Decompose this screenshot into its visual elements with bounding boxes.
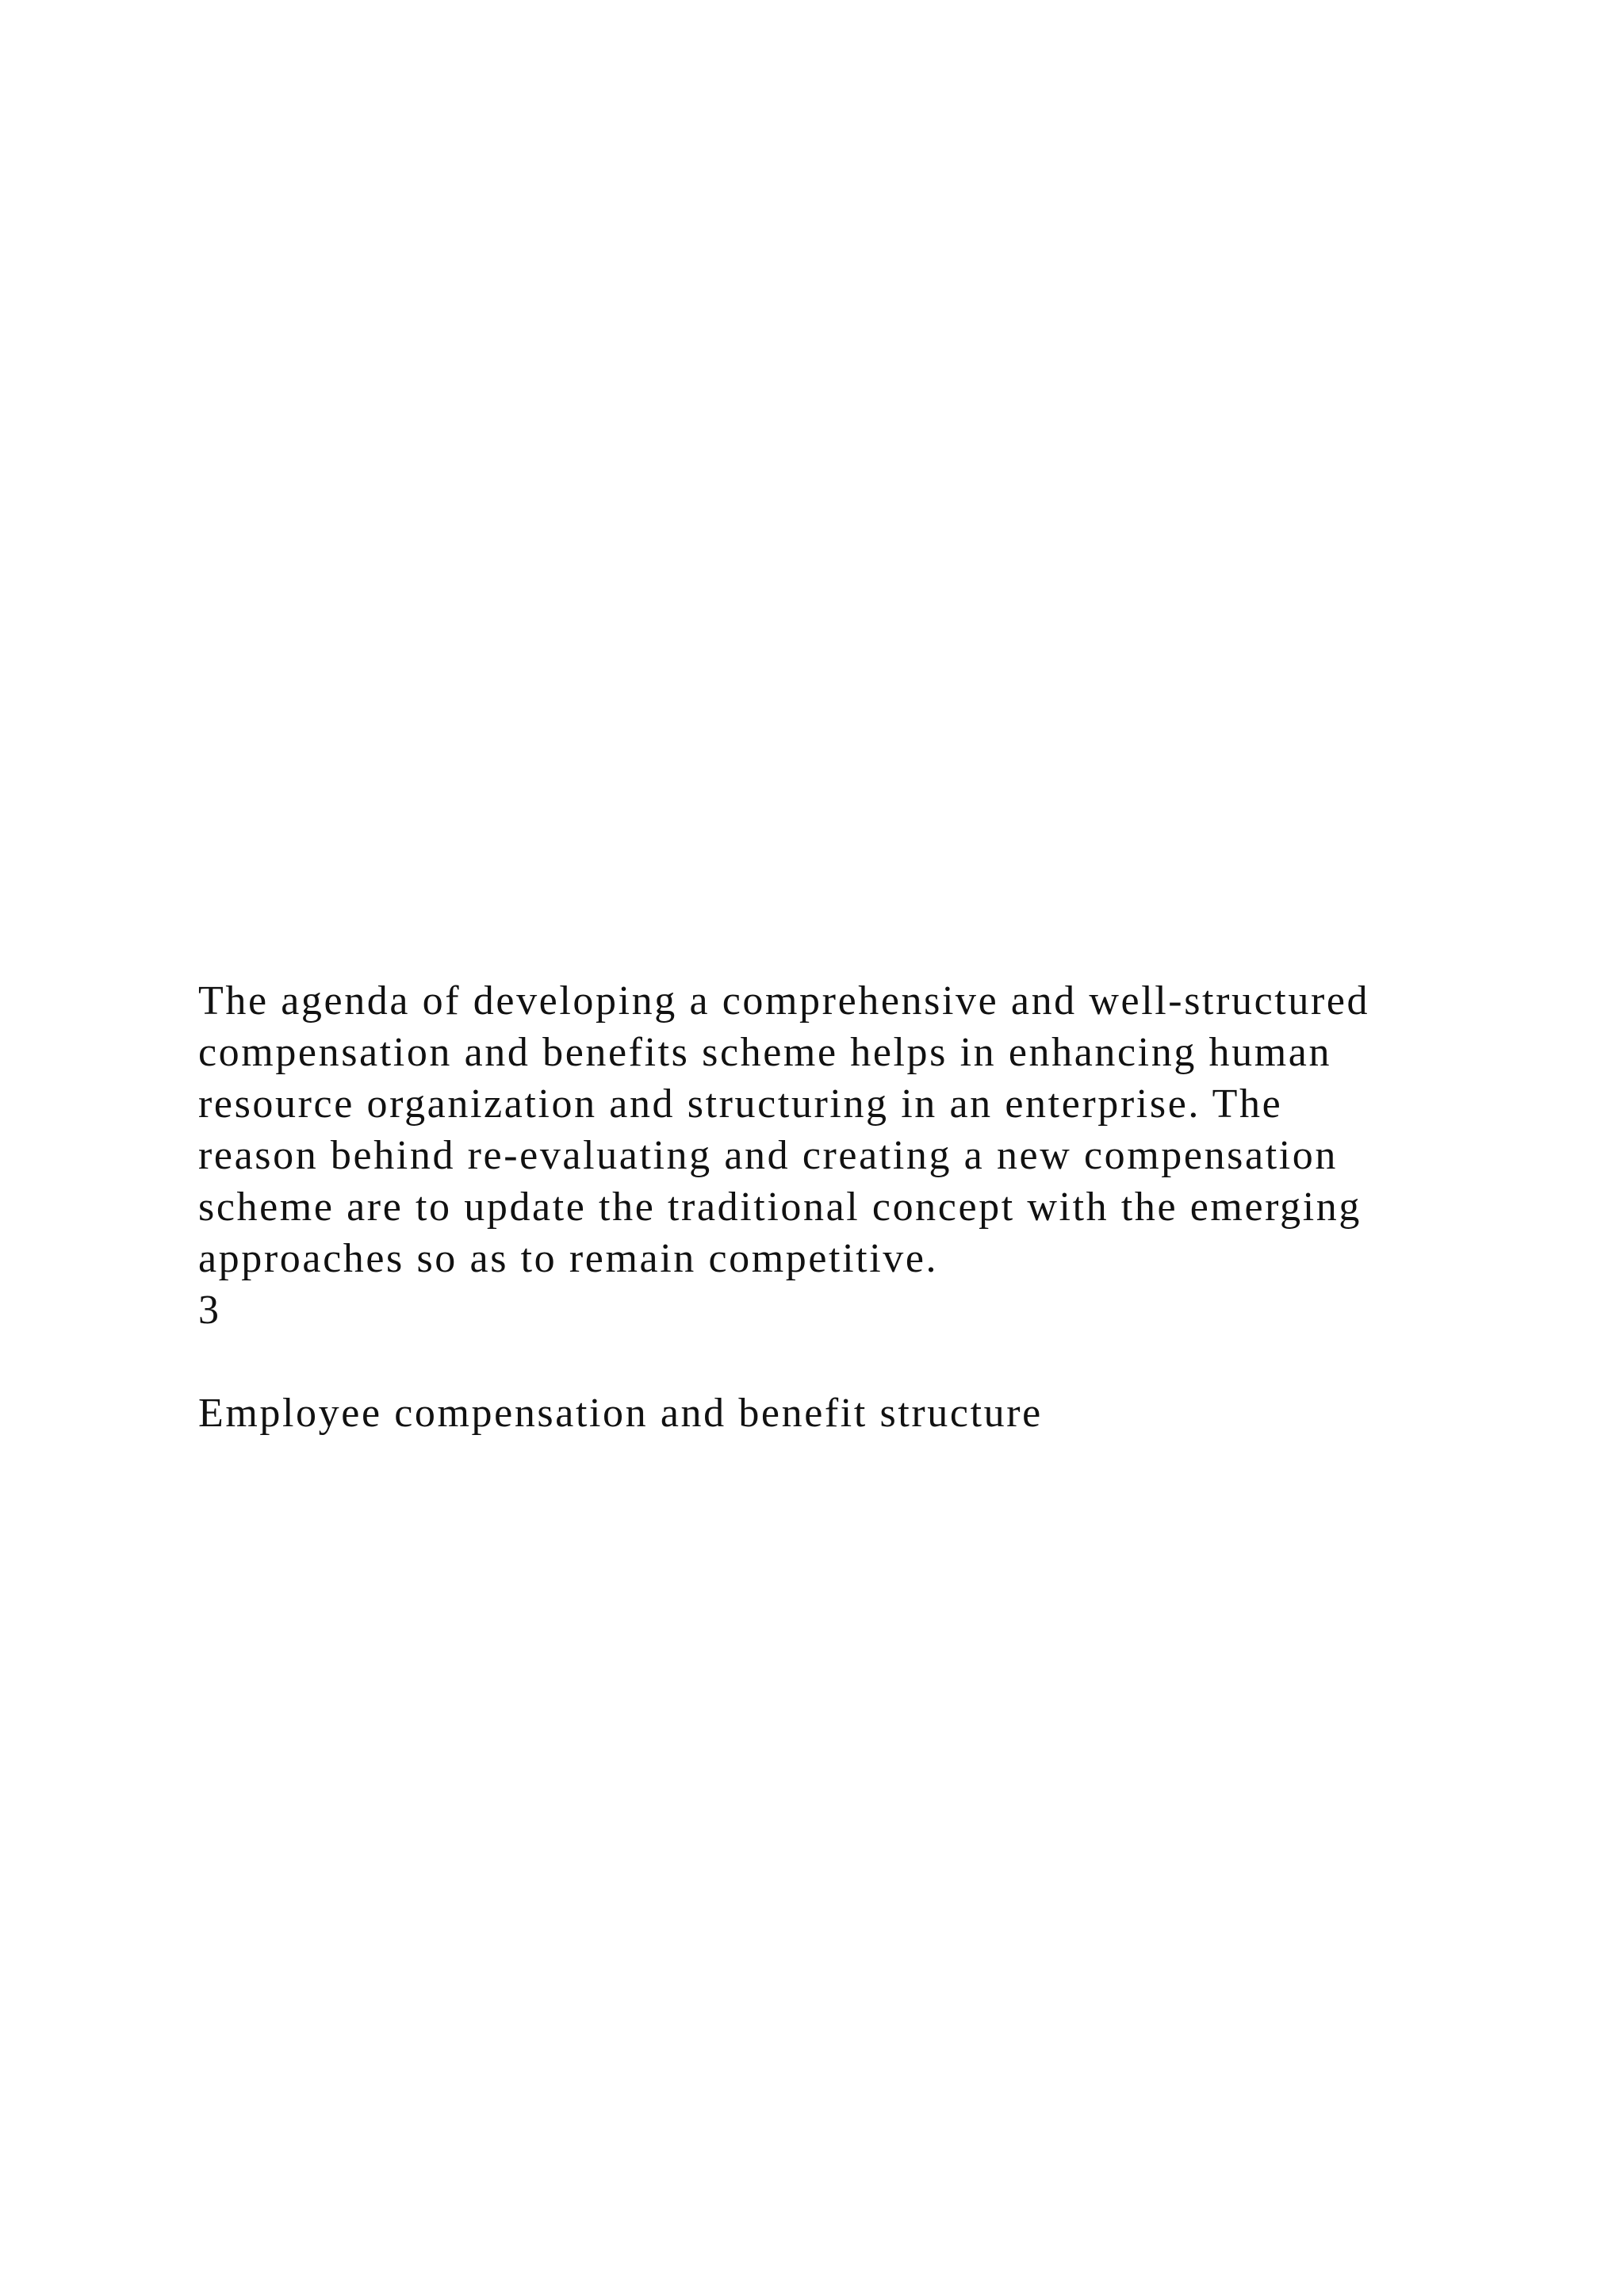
paragraph-line: The agenda of developing a comprehensive and well-structured: [198, 978, 1370, 1024]
body-text: [198, 975, 1507, 1439]
section-heading: Employee compensation and benefit structure: [198, 1391, 1043, 1436]
paragraph-line: reason behind re-evaluating and creating a new compensation: [198, 1133, 1338, 1178]
paragraph-line: resource organization and structuring in an enterprise. The: [198, 1081, 1283, 1127]
paragraph-line: approaches so as to remain competitive.: [198, 1236, 939, 1281]
page-number: 3: [198, 1288, 221, 1333]
paragraph-line: compensation and benefits scheme helps in enhancing human: [198, 1030, 1332, 1075]
blank-line: [198, 1336, 1507, 1387]
paragraph-line: scheme are to update the traditional concept with the emerging: [198, 1184, 1362, 1230]
